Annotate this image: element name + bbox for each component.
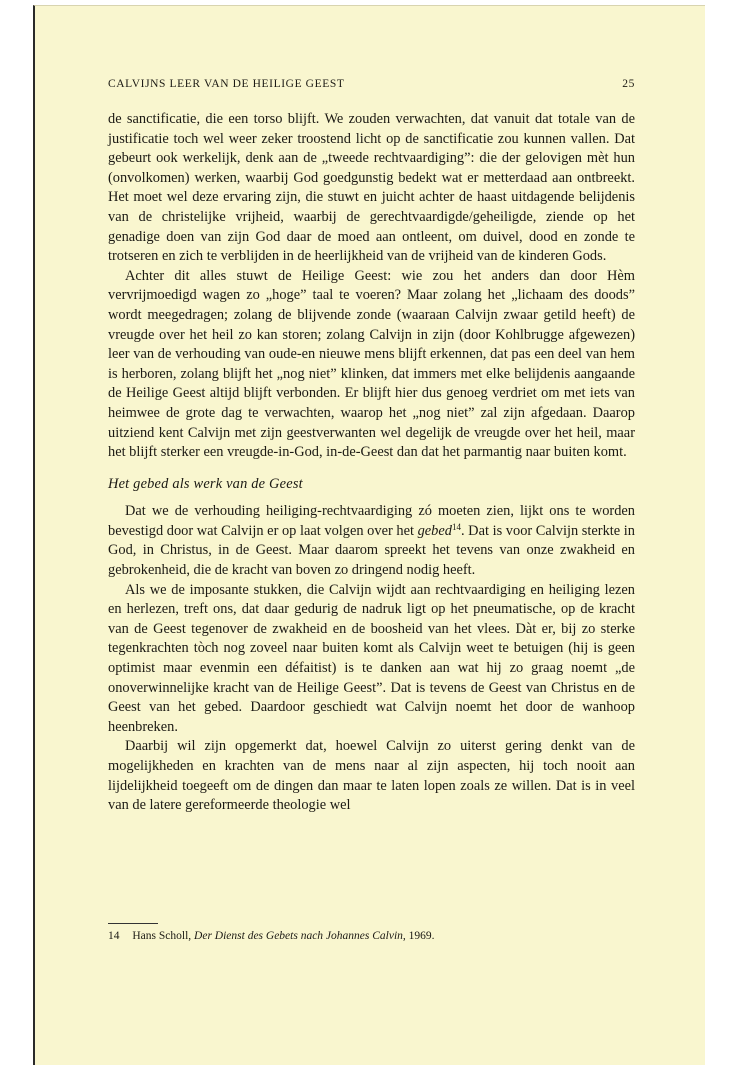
footnote-author: Hans Scholl, xyxy=(132,930,192,942)
footnote-title: Der Dienst des Gebets nach Johannes Calvin, xyxy=(194,930,406,942)
paragraph-3-start: Dat we de verhouding heiliging-rechtvaardiging zó moeten zien, lijkt ons te worden bevestigd door wat Calvijn er op laat volgen over het xyxy=(108,503,635,539)
footnote-year: 1969. xyxy=(408,930,435,942)
paragraph-3-end: . Dat is voor Calvijn sterkte in God, in Christus, in de Geest. Maar daarom spreekt het tevens van onze zwakheid en gebrokenheid, die de kracht van boven zo dringend nodig heeft. xyxy=(108,522,635,579)
emphasis-gebed: gebed xyxy=(417,522,452,539)
running-header xyxy=(108,78,635,90)
footnote-ref: 14 xyxy=(451,521,461,532)
paragraph-4: Als we de imposante stukken, die Calvijn wijdt aan rechtvaardiging en heiliging lezen en herlezen, treft ons, dat daar gedurig de nadruk ligt op het pneumatische, op de kracht van de Geest tegenover de zwakheid en de boosheid van het vlees. Dàt er, bij zo sterke tegenkrachten tòch nog zoveel naar buiten komt als Calvijn weet te betuigen (hij is geen optimist maar evenmin een défaitist) is te danken aan wat hij zo graag noemt „de onoverwinnelijke kracht van de Heilige Geest”. Dat is tevens de Geest van Christus en de Geest van het gebed. Daardoor geschiedt wat Calvijn noemt het door de wanhoop heenbreken. xyxy=(108,581,635,735)
paragraph-5: Daarbij wil zijn opgemerkt dat, hoewel Calvijn zo uiterst gering denkt van de mogelijkheden en krachten van de mens naar al zijn aspecten, hij toch nooit aan lijdelijkheid toegeeft om de dingen dan maar te laten lopen zoals ze willen. Dat is in veel van de latere gereformeerde theologie wel xyxy=(108,738,635,814)
footnote xyxy=(108,930,635,942)
footnote-rule xyxy=(108,923,158,924)
book-page xyxy=(33,5,705,1065)
paragraph-1: de sanctificatie, die een torso blijft. We zouden verwachten, dat vanuit dat totale van de justificatie toch wel weer zeker troostend licht op de sanctificatie zou kunnen vallen. Dat gebeurt ook werkelijk, denk aan de „tweede rechtvaardiging”: die der gelovigen mèt hun (onvolkomen) werken, waarbij God goedgunstig bedekt wat er metterdaad aan ontbreekt. Het moet wel deze ervaring zijn, die stuwt en juicht achter de haast uitdagende belijdenis van de christelijke vrijheid, waarbij de gerechtvaardigde/geheiligde, ziende op het genadige doen van zijn God daar de moed aan ontleent, om duivel, dood en zonde te trotseren en zich te verblijden in de heerlijkheid van de vrijheid van de kinderen Gods. xyxy=(108,111,635,265)
running-title: CALVIJNS LEER VAN DE HEILIGE GEEST xyxy=(108,78,345,90)
section-heading: Het gebed als werk van de Geest xyxy=(108,475,303,492)
paragraph-3 xyxy=(108,502,635,580)
paragraph-2: Achter dit alles stuwt de Heilige Geest: wie zou het anders dan door Hèm vervrijmoedigd wagen zo „hoge” taal te voeren? Maar zolang het „lichaam des doods” wordt meegedragen; zolang de blijvende zonde (waaraan Calvijn zwaar getild heeft) de vreugde over het heil zo kan storen; zolang Calvijn in zijn (door Kohlbrugge afgewezen) leer van de verhouding van oude-en nieuwe mens blijft erkennen, dat pas een deel van hem is herboren, zolang blijft het „nog niet” klinken, dat immers met elke belijdenis aangaande de Heilige Geest altijd blijft verbonden. Er blijft hier dus genoeg verdriet om met iets van heimwee de grote dag te verwachten, waarop het „nog niet” zal zijn afgedaan. Daarop uitziend kent Calvijn met zijn geestverwanten wel degelijk de vreugde over het heil, maar het blijft sterker een vreugde-in-God, in-de-Geest dan dat het parmantig naar buiten komt. xyxy=(108,267,635,461)
footnote-number: 14 xyxy=(108,930,120,942)
body-text xyxy=(108,110,635,816)
page-number: 25 xyxy=(622,78,635,90)
